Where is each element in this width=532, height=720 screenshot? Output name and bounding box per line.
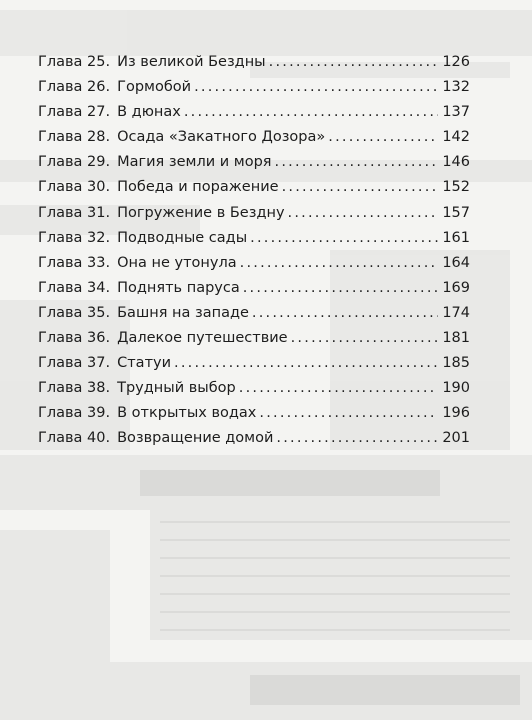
toc-chapter-number: Глава 29. xyxy=(38,154,111,171)
dot-leader xyxy=(328,129,438,145)
toc-entry xyxy=(38,380,470,405)
toc-chapter-number: Глава 33. xyxy=(38,254,111,271)
dot-leader xyxy=(275,154,439,170)
toc-chapter-number: Глава 27. xyxy=(38,104,111,121)
toc-page-number: 190 xyxy=(442,380,470,397)
toc-chapter-title: Трудный выбор xyxy=(117,380,236,397)
toc-chapter-title: Из великой Бездны xyxy=(117,54,266,70)
toc-entry xyxy=(38,104,470,129)
toc-chapter-number: Глава 34. xyxy=(38,279,111,296)
toc-page-number: 174 xyxy=(442,304,470,321)
toc-page-number: 164 xyxy=(442,254,470,271)
dot-leader xyxy=(240,255,439,271)
toc-page-number: 146 xyxy=(442,154,470,171)
dot-leader xyxy=(269,54,439,70)
toc-chapter-number: Глава 39. xyxy=(38,405,111,422)
toc-entry xyxy=(38,355,470,380)
dot-leader xyxy=(259,405,438,421)
toc-entry xyxy=(38,179,470,204)
toc-chapter-title: Статуи xyxy=(117,355,172,372)
toc-entry xyxy=(38,154,470,179)
toc-chapter-title: Поднять паруса xyxy=(117,279,240,296)
toc-entry xyxy=(38,280,470,305)
table-of-contents xyxy=(38,54,470,456)
toc-page-number: 161 xyxy=(442,229,470,246)
dot-leader xyxy=(243,280,439,296)
toc-chapter-title: Осада «Закатного Дозора» xyxy=(117,129,326,146)
toc-entry xyxy=(38,330,470,355)
toc-chapter-number: Глава 35. xyxy=(38,304,111,321)
toc-chapter-number: Глава 26. xyxy=(38,79,111,96)
toc-chapter-number: Глава 38. xyxy=(38,380,111,397)
toc-chapter-title: Гормобой xyxy=(117,79,192,96)
toc-chapter-number: Глава 37. xyxy=(38,355,111,372)
toc-page-number: 142 xyxy=(442,129,470,146)
toc-page-number: 152 xyxy=(442,179,470,196)
dot-leader xyxy=(239,380,439,396)
toc-entry xyxy=(38,405,470,430)
toc-chapter-title: В открытых водах xyxy=(117,405,257,422)
toc-chapter-title: Магия земли и моря xyxy=(117,154,272,171)
dot-leader xyxy=(291,330,439,346)
toc-page-number: 201 xyxy=(442,430,470,447)
dot-leader xyxy=(282,179,439,195)
toc-chapter-number: Глава 28. xyxy=(38,129,111,146)
dot-leader xyxy=(184,104,438,120)
toc-page-number: 126 xyxy=(442,54,470,70)
toc-chapter-number: Глава 36. xyxy=(38,330,111,347)
toc-chapter-title: В дюнах xyxy=(117,104,181,121)
toc-entry xyxy=(38,230,470,255)
toc-entry xyxy=(38,54,470,79)
toc-page-number: 132 xyxy=(442,79,470,96)
toc-entry xyxy=(38,255,470,280)
toc-chapter-number: Глава 32. xyxy=(38,229,111,246)
toc-page-number: 185 xyxy=(442,355,470,372)
toc-chapter-number: Глава 25. xyxy=(38,54,111,70)
toc-chapter-title: Возвращение домой xyxy=(117,430,274,447)
toc-chapter-number: Глава 31. xyxy=(38,204,111,221)
toc-chapter-title: Далекое путешествие xyxy=(117,330,288,347)
toc-chapter-title: Башня на западе xyxy=(117,304,249,321)
dot-leader xyxy=(252,305,438,321)
toc-chapter-title: Погружение в Бездну xyxy=(117,204,285,221)
toc-entry xyxy=(38,79,470,104)
toc-entry xyxy=(38,129,470,154)
dot-leader xyxy=(174,355,438,371)
dot-leader xyxy=(250,230,438,246)
dot-leader xyxy=(288,205,439,221)
toc-entry xyxy=(38,305,470,330)
toc-page-number: 157 xyxy=(442,204,470,221)
toc-entry xyxy=(38,205,470,230)
toc-chapter-number: Глава 40. xyxy=(38,430,111,447)
dot-leader xyxy=(276,430,438,446)
toc-page-number: 196 xyxy=(442,405,470,422)
toc-page-number: 137 xyxy=(442,104,470,121)
toc-page-number: 181 xyxy=(442,330,470,347)
dot-leader xyxy=(194,79,438,95)
toc-page-number: 169 xyxy=(442,279,470,296)
toc-chapter-number: Глава 30. xyxy=(38,179,111,196)
toc-chapter-title: Она не утонула xyxy=(117,254,237,271)
toc-chapter-title: Победа и поражение xyxy=(117,179,279,196)
toc-entry xyxy=(38,430,470,455)
toc-chapter-title: Подводные сады xyxy=(117,229,248,246)
